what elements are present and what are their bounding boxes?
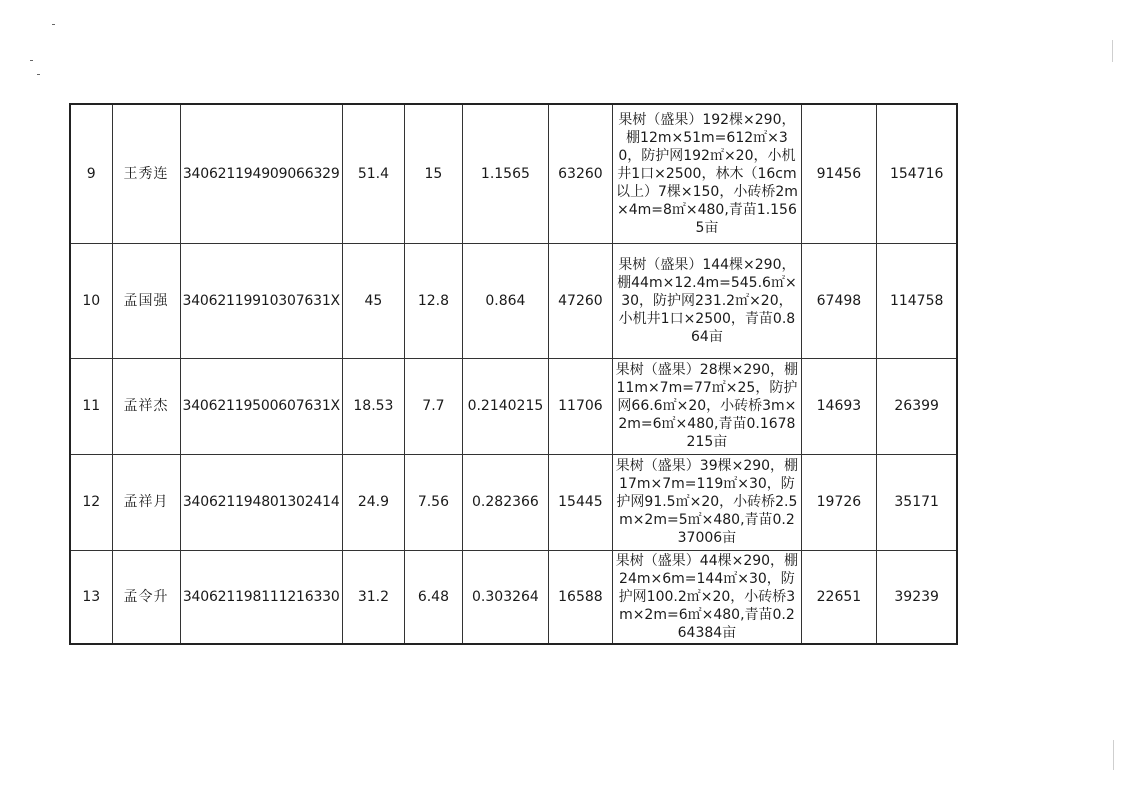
table-row xyxy=(70,243,957,358)
area-value: 45 xyxy=(342,243,404,358)
attachment-description: 果树（盛果）144棵×290，棚44m×12.4m=545.6㎡×30，防护网231.2㎡×20，小机井1口×2500，青苗0.864亩 xyxy=(612,243,801,358)
household-name: 孟国强 xyxy=(112,243,180,358)
attachment-amount: 14693 xyxy=(801,358,876,454)
amount-value: 16588 xyxy=(548,550,612,644)
rate-value: 7.56 xyxy=(404,454,462,550)
scan-speck xyxy=(52,24,55,25)
id-number: 340621194909066329 xyxy=(180,104,342,243)
household-name: 孟祥月 xyxy=(112,454,180,550)
mu-value: 0.2140215 xyxy=(462,358,548,454)
attachment-description: 果树（盛果）192棵×290，棚12m×51m=612㎡×30，防护网192㎡×20，小机井1口×2500，林木（16cm以上）7棵×150，小砖桥2m×4m=8㎡×480,青苗1.1565亩 xyxy=(612,104,801,243)
table-row xyxy=(70,104,957,243)
mu-value: 0.303264 xyxy=(462,550,548,644)
scan-speck xyxy=(37,74,40,75)
attachment-description: 果树（盛果）28棵×290，棚11m×7m=77㎡×25，防护网66.6㎡×20，小砖桥3m×2m=6㎡×480,青苗0.1678215亩 xyxy=(612,358,801,454)
compensation-table xyxy=(69,103,958,645)
scan-speck xyxy=(30,60,33,61)
row-number: 9 xyxy=(70,104,112,243)
mu-value: 1.1565 xyxy=(462,104,548,243)
scan-edge-mark xyxy=(1113,740,1114,770)
scan-edge-mark xyxy=(1112,40,1113,62)
row-number: 13 xyxy=(70,550,112,644)
id-number: 34062119910307631X xyxy=(180,243,342,358)
amount-value: 15445 xyxy=(548,454,612,550)
amount-value: 11706 xyxy=(548,358,612,454)
total-amount: 154716 xyxy=(876,104,957,243)
total-amount: 35171 xyxy=(876,454,957,550)
total-amount: 26399 xyxy=(876,358,957,454)
row-number: 12 xyxy=(70,454,112,550)
household-name: 孟祥杰 xyxy=(112,358,180,454)
table-row xyxy=(70,358,957,454)
household-name: 王秀连 xyxy=(112,104,180,243)
total-amount: 39239 xyxy=(876,550,957,644)
attachment-description: 果树（盛果）44棵×290，棚24m×6m=144㎡×30，防护网100.2㎡×20，小砖桥3m×2m=6㎡×480,青苗0.264384亩 xyxy=(612,550,801,644)
rate-value: 7.7 xyxy=(404,358,462,454)
table-row xyxy=(70,550,957,644)
amount-value: 47260 xyxy=(548,243,612,358)
row-number: 10 xyxy=(70,243,112,358)
row-number: 11 xyxy=(70,358,112,454)
attachment-description: 果树（盛果）39棵×290，棚17m×7m=119㎡×30，防护网91.5㎡×20，小砖桥2.5m×2m=5㎡×480,青苗0.237006亩 xyxy=(612,454,801,550)
area-value: 24.9 xyxy=(342,454,404,550)
area-value: 51.4 xyxy=(342,104,404,243)
rate-value: 6.48 xyxy=(404,550,462,644)
mu-value: 0.282366 xyxy=(462,454,548,550)
attachment-amount: 91456 xyxy=(801,104,876,243)
attachment-amount: 19726 xyxy=(801,454,876,550)
attachment-amount: 67498 xyxy=(801,243,876,358)
amount-value: 63260 xyxy=(548,104,612,243)
total-amount: 114758 xyxy=(876,243,957,358)
rate-value: 15 xyxy=(404,104,462,243)
id-number: 34062119500607631X xyxy=(180,358,342,454)
household-name: 孟令升 xyxy=(112,550,180,644)
id-number: 340621194801302414 xyxy=(180,454,342,550)
attachment-amount: 22651 xyxy=(801,550,876,644)
mu-value: 0.864 xyxy=(462,243,548,358)
rate-value: 12.8 xyxy=(404,243,462,358)
table-row xyxy=(70,454,957,550)
id-number: 340621198111216330 xyxy=(180,550,342,644)
area-value: 31.2 xyxy=(342,550,404,644)
area-value: 18.53 xyxy=(342,358,404,454)
